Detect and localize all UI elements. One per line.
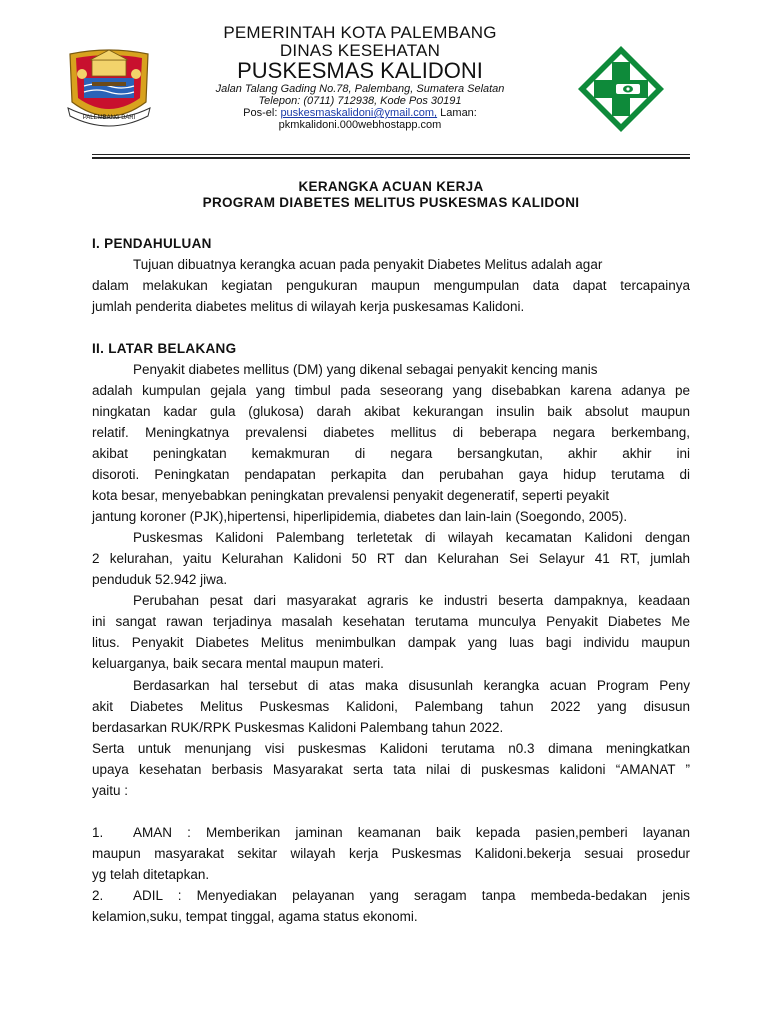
document-title: KERANGKA ACUAN KERJA <box>298 179 484 194</box>
body-line: Perubahan pesat dari masyarakat agraris ke industri beserta dampaknya, keadaan <box>133 593 690 608</box>
institution-name: PUSKESMAS KALIDONI <box>237 58 483 83</box>
body-line: ini sangat rawan terjadinya masalah kesehatan terutama munculya Penyakit Diabetes Me <box>92 614 690 629</box>
body-line: adalah kumpulan gejala yang timbul pada seseorang yang disebabkan karena adanya pe <box>92 383 690 398</box>
document-subtitle: PROGRAM DIABETES MELITUS PUSKESMAS KALIDONI <box>202 195 580 210</box>
list-item-text: ADIL : Menyediakan pelayanan yang seragam tanpa membeda-bedakan jenis <box>133 888 690 903</box>
body-line: Penyakit diabetes mellitus (DM) yang dikenal sebagai penyakit kencing manis <box>133 362 598 377</box>
email-link[interactable]: puskesmaskalidoni@ymail.com, <box>280 107 438 119</box>
body-line: jumlah penderita diabetes melitus di wilayah kerja puskesamas Kalidoni. <box>92 299 525 314</box>
section-heading-pendahuluan: I. PENDAHULUAN <box>92 236 212 251</box>
body-line: 2 kelurahan, yaitu Kelurahan Kalidoni 50 RT dan Kelurahan Sei Selayur 41 RT, jumlah <box>92 551 690 566</box>
phone-line: Telepon: (0711) 712938, Kode Pos 30191 <box>258 95 462 107</box>
body-line: berdasarkan RUK/RPK Puskesmas Kalidoni Palembang tahun 2022. <box>92 720 504 735</box>
body-line: keluarganya, baik secara mental maupun materi. <box>92 656 384 671</box>
address-line: Jalan Talang Gading No.78, Palembang, Sumatera Selatan <box>215 83 505 95</box>
email-line <box>170 108 550 119</box>
list-number: 1. <box>92 825 104 840</box>
header-divider <box>92 154 690 155</box>
department-name: DINAS KESEHATAN <box>279 41 441 60</box>
body-line: upaya kesehatan berbasis Masyarakat serta tata nilai di puskesmas kalidoni “AMANAT ” <box>92 762 690 777</box>
body-line: akibat peningkatan kemakmuran di negara bersangkutan, akhir akhir ini <box>92 446 690 461</box>
body-line: kota besar, menyebabkan peningkatan prevalensi penyakit degeneratif, seperti peyakit <box>92 488 610 503</box>
puskesmas-logo <box>576 44 666 134</box>
list-item-text: yg telah ditetapkan. <box>92 867 210 882</box>
body-line: disoroti. Peningkatan pendapatan perkapita dan perubahan gaya hidup terutama di <box>92 467 690 482</box>
palembang-emblem-logo <box>62 44 156 132</box>
body-line: litus. Penyakit Diabetes Melitus menimbulkan dampak yang luas bagi individu maupun <box>92 635 690 650</box>
body-line: Serta untuk menunjang visi puskesmas Kalidoni terutama n0.3 dimana meningkatkan <box>92 741 690 756</box>
body-line: Tujuan dibuatnya kerangka acuan pada penyakit Diabetes Melitus adalah agar <box>133 257 603 272</box>
body-line: yaitu : <box>92 783 129 798</box>
list-number: 2. <box>92 888 104 903</box>
body-line: penduduk 52.942 jiwa. <box>92 572 228 587</box>
body-line: Berdasarkan hal tersebut di atas maka disusunlah kerangka acuan Program Peny <box>133 678 690 693</box>
header-divider-thick <box>92 157 690 159</box>
body-line: akit Diabetes Melitus Puskesmas Kalidoni, Palembang tahun 2022 yang disusun <box>92 699 690 714</box>
website-label: Laman: <box>437 107 477 119</box>
body-line: relatif. Meningkatnya prevalensi diabetes mellitus di beberapa negara berkembang, <box>92 425 690 440</box>
body-line: ningkatan kadar gula (glukosa) darah akibat kekurangan insulin baik absolut maupun <box>92 404 690 419</box>
government-name: PEMERINTAH KOTA PALEMBANG <box>223 23 497 42</box>
website-link[interactable]: pkmkalidoni.000webhostapp.com <box>278 119 442 131</box>
list-item-text: kelamion,suku, tempat tinggal, agama status ekonomi. <box>92 909 418 924</box>
emblem-ribbon-text: PALEMBANG BARI <box>82 115 136 121</box>
section-heading-latar-belakang: II. LATAR BELAKANG <box>92 341 237 356</box>
body-line: jantung koroner (PJK),hipertensi, hiperlipidemia, diabetes dan lain-lain (Soegondo, 2005). <box>92 509 628 524</box>
email-label: Pos-el: <box>243 107 281 119</box>
list-item-text: maupun masyarakat sekitar wilayah kerja Puskesmas Kalidoni.bekerja sesuai prosedur <box>92 846 690 861</box>
list-item-text: AMAN : Memberikan jaminan keamanan baik kepada pasien,pemberi layanan <box>133 825 690 840</box>
body-line: Puskesmas Kalidoni Palembang terletetak di wilayah kecamatan Kalidoni dengan <box>133 530 690 545</box>
body-line: dalam melakukan kegiatan pengukuran maupun mengumpulan data dapat tercapainya <box>92 278 690 293</box>
